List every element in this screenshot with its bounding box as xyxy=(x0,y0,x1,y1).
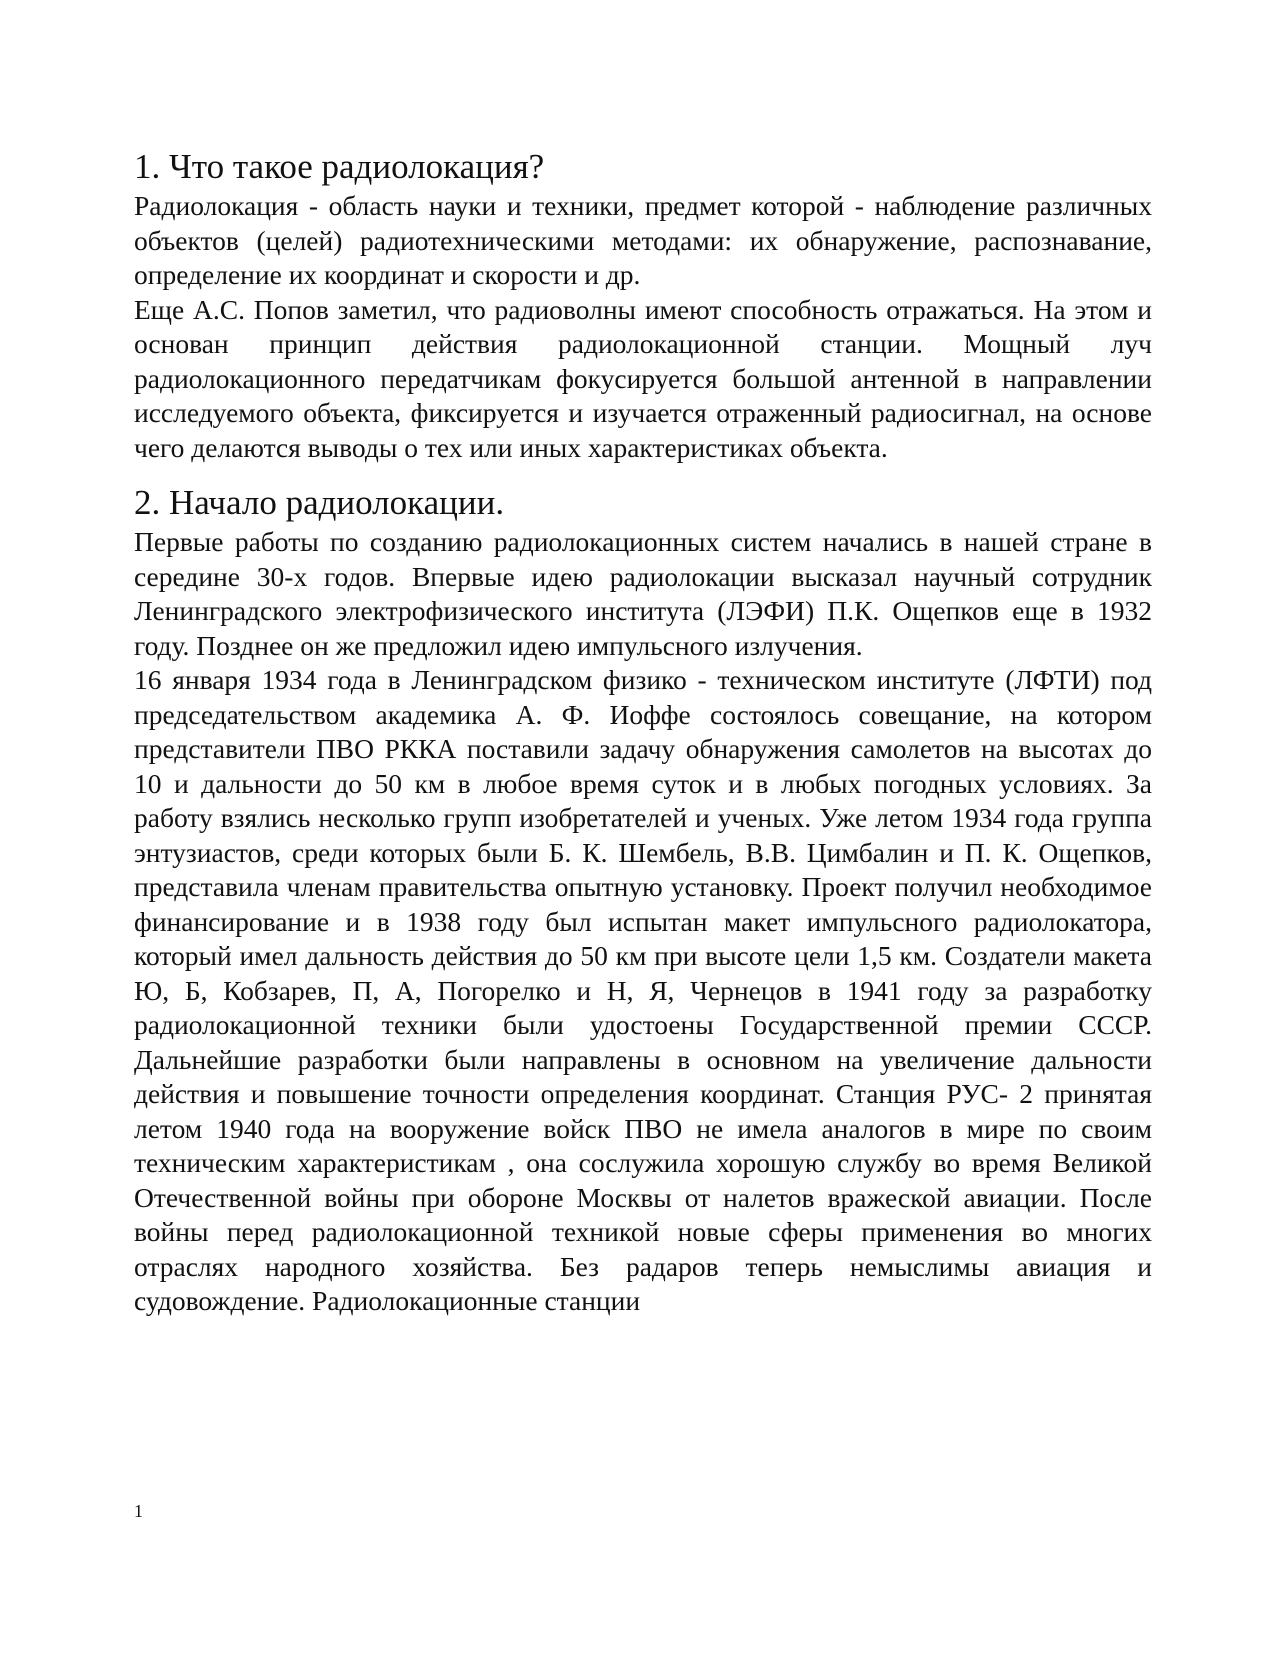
section-heading: 2. Начало радиолокации. xyxy=(134,483,505,522)
page-number: 1 xyxy=(134,1501,143,1521)
paragraph: Первые работы по созданию радиолокационных систем начались в нашей стране в середине 30-х годов. Впервые идею радиолокации высказал научный сотрудник Ленинградского электрофизического института (ЛЭФИ) П.К. Ощепков еще в 1932 году. Позднее он же предложил идею импульсного излучения. xyxy=(134,526,1152,661)
paragraph: Радиолокация - область науки и техники, предмет которой - наблюдение различных объектов (целей) радиотехническими методами: их обнаружение, распознавание, определение их координат и скорости и др. xyxy=(134,190,1152,290)
document-body xyxy=(134,145,1152,1319)
paragraph: Еще А.С. Попов заметил, что радиоволны имеют способность отражаться. На этом и основан принцип действия радиолокационной станции. Мощный луч радиолокационного передатчикам фокусируется большой антенной в направлении исследуемого объекта, фиксируется и изучается отраженный радиосигнал, на основе чего делаются выводы о тех или иных характеристиках объекта. xyxy=(134,293,1152,463)
section-heading: 1. Что такое радиолокация? xyxy=(134,147,545,186)
paragraph: 16 января 1934 года в Ленинградском физико - техническом институте (ЛФТИ) под председательством академика А. Ф. Иоффе состоялось совещание, на котором представители ПВО РККА поставили задачу обнаружения самолетов на высотах до 10 и дальности до 50 км в любое время суток и в любых погодных условиях. За работу взялись несколько групп изобретателей и ученых. Уже летом 1934 года группа энтузиастов, среди которых были Б. К. Шембель, В.В. Цимбалин и П. К. Ощепков, представила членам правительства опытную установку. Проект получил необходимое финансирование и в 1938 году был испытан макет импульсного радиолокатора, который имел дальность действия до 50 км при высоте цели 1,5 км. Создатели макета Ю, Б, Кобзарев, П, А, Погорелко и Н, Я, Чернецов в 1941 году за разработку радиолокационной техники были удостоены Государственной премии СССР. Дальнейшие разработки были направлены в основном на увеличение дальности действия и повышение точности определения координат. Станция РУС- 2 принятая летом 1940 года на вооружение войск ПВО не имела аналогов в мире по своим техническим характеристикам , она сослужила хорошую службу во время Великой Отечественной войны при обороне Москвы от налетов вражеской авиации. После войны перед радиолокационной техникой новые сферы применения во многих отраслях народного хозяйства. Без радаров теперь немыслимы авиация и судовождение. Радиолокационные станции xyxy=(134,664,1152,1316)
section-what-is-radiolocation xyxy=(134,145,1152,465)
section-beginning-of-radiolocation xyxy=(134,481,1152,1319)
